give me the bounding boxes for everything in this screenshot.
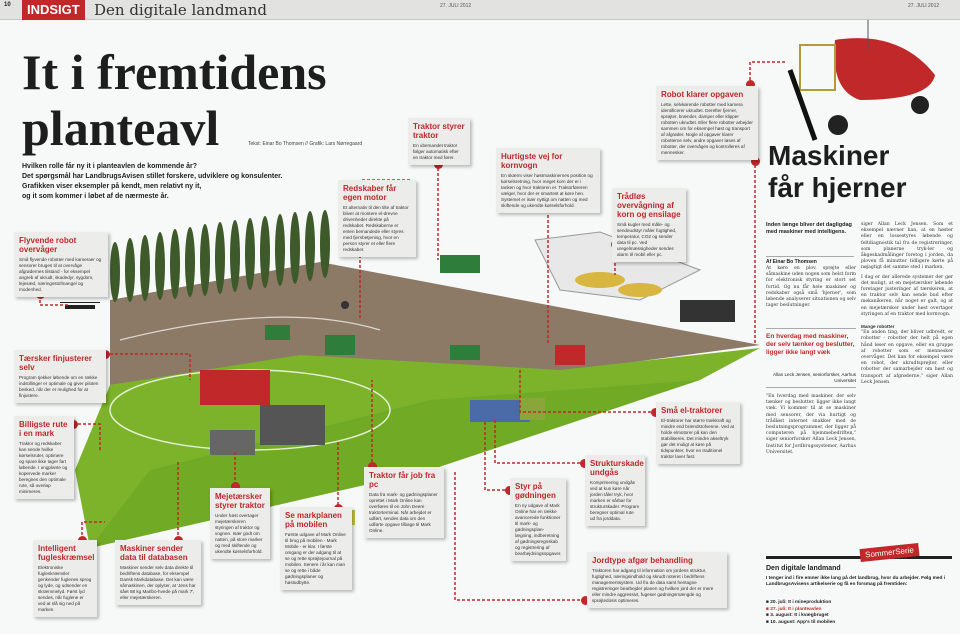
callout-body: Første udgave af Mark Online til brug på mobilen - Mark Mobile - er klar. I første omgang er der adgang til at se og rette sprøjtejournal på mobilen. Senere i år kan man se og rette i både gødningsplaner og høstudbytte. <box>285 532 346 585</box>
callout-body: Små kugler med måle- og sendeudstyr måler fugtighed, temperatur, CO2 og sender data til pc. Ved uregelmæssigheder sendes alarm til mobil eller pc. <box>617 222 677 257</box>
section-title: Den digitale landmand <box>94 1 267 19</box>
callout-title: Billigste rute i en mark <box>19 420 68 438</box>
body-column-2 <box>861 222 953 386</box>
series-item-label: 27. juli: It i planteavlen <box>770 606 822 612</box>
series-item-current: ■ 27. juli: It i planteavlen <box>766 606 822 612</box>
callout-title: Se markplanen på mobilen <box>285 511 342 529</box>
callout-thresher <box>14 350 106 403</box>
series-title: Den digitale landmand <box>766 565 841 572</box>
callout-cheapest-route <box>14 416 74 499</box>
callout-database <box>115 540 201 605</box>
series-item: ■ 20. juli: It i mineproduktion <box>766 600 832 605</box>
series-list <box>766 600 835 626</box>
callout-harvester-controls <box>210 488 270 559</box>
intro-line: Det spørgsmål har LandbrugsAvisen stillet forskere, udviklere og konsulenter. <box>22 173 283 180</box>
callout-soil-type <box>587 552 727 608</box>
date-right: 27. JULI 2012 <box>908 3 940 9</box>
page-number: 10 <box>4 2 11 8</box>
callout-flying-robot <box>14 232 108 297</box>
callout-body: Traktoren har adgang til information om jordens struktur, fugtighed, næringsindhold og skrudt noteret i bedriftens managementsystem. Ud fra de data samt hentagne registreringer bearbejder planen og hvilken jord der er mere eller mindre aggressivt, fugeser gødningsmængde og sprøjtedosis optimeres. <box>592 568 714 603</box>
divider <box>766 556 952 559</box>
title-line: får hjerner <box>768 172 907 203</box>
series-item-label: 3. august: It i kvægbruget <box>770 613 829 618</box>
callout-title: Tærsker finjusterer selv <box>19 354 92 372</box>
date-left: 27. JULI 2012 <box>440 3 472 9</box>
pull-quote: En hverdag med maskiner, der selv tænker og beslutter, ligger ikke langt væk <box>766 328 856 357</box>
callout-title: Trådløs overvågning af korn og ensilage <box>617 192 681 219</box>
callout-body: Maskiner sender selv data direkte til bedriftens database, for eksempel Dansk Markdatabase. Det kan være såmaskinen, der oplyser, at 'Jens har sået 88 kg Maribo-hvede på mark 7', eller mejetærskeren. <box>120 565 196 600</box>
section-tag: INDSIGT <box>22 0 85 20</box>
callout-title: Redskaber får egen motor <box>343 184 397 202</box>
callout-electric-tractors <box>656 402 740 464</box>
callout-title: Intelligent fugleskræmsel <box>38 544 95 562</box>
callout-body: En ubemandet traktor følger automatisk efter en traktor med fører. <box>413 143 459 160</box>
intro-text <box>22 162 282 202</box>
callout-title: Maskiner sender data til databasen <box>120 544 188 562</box>
body-text: "En hverdag med maskiner, der selv tænker og beslutter, ligger ikke langt væk. Vi kommer til at se maskiner med sensorer, der via hurtigt og trådløst internet snakker med de beslutningsprogrammer, der ligger på computeren på bjemmebedriften," siger seniorforsker Allan Leck Jensen, Institut for Jordbrugssystemer, Aarhus Universitet. <box>766 394 856 455</box>
callout-robot <box>656 86 758 160</box>
body-text: I dag er der allerede systemer der gør det muligt, at en mejetærsker løbende foretager justeringer af tærskeren, at en traktor selv kan sende bud efter mekanikeren, når noget er galt, og at en mejetærsker under høst overtager styringen af en traktor med kornvogn. <box>861 274 953 317</box>
series-badge: SommerSerie <box>859 543 919 562</box>
title-line: Maskiner <box>768 140 890 171</box>
header-bar <box>0 0 960 20</box>
callout-grain-cart <box>496 148 600 213</box>
sidebar-title <box>768 140 907 204</box>
callout-title: Hurtigste vej for kornvogn <box>501 152 563 170</box>
title-line: It i fremtidens <box>22 44 327 100</box>
callout-body: Lette, selvkørende robotter med kamera identificerer ukrudtet. Derefter fjerner, sprøjter, brænder, damper eller klipper robotten ukrudtet. Eller flere robotter arbejder sammen om for eksempel høst og transport af afgrøder. Nogle af opgaver klarer robotterne selv, andre opgaver løses af robotter, der overvåges og kontrolleres af mennesker. <box>661 102 753 155</box>
callout-body: En skærm viser høstmaskinernes position og kørselsretning, hvor meget korn der er i tanken og hvor traktoren er. Traktorføreren vælger, hvor der er smartest at køre hen. Systemet er især nyttigt om natten og med skiftende og ukendte kørselsforhold. <box>501 173 593 208</box>
series-item: ■ 10. august: App's til mobilen <box>766 619 836 625</box>
callout-body: Under høst overtager mejetærskeren styringen af traktor og vognen. Især godt om natten, på store marker og med skiftende og ukendte kørselsforhold. <box>215 513 263 554</box>
series-item-label: 10. august: App's til mobilen <box>770 619 836 625</box>
subhead: Mange robotter <box>861 324 895 330</box>
body-text: "En anden ting, der bliver udbredt, er robotter - robotter der helt på egen hånd løser en opgave, eller en gruppe af robotter som er mennesker overvåger. Det kan for eksempel være en robot, der ukrudtsprøjter, eller robotter der samarbejder om høst og transport af afgrøderne," siger Allan Leck Jensen. <box>861 330 953 385</box>
callout-pc-job <box>364 467 444 538</box>
callout-soil-damage <box>585 455 645 526</box>
callout-title: Traktor styrer traktor <box>413 122 465 140</box>
callout-title: Strukturskade undgås <box>590 459 644 477</box>
callout-tractor-follow <box>408 118 470 165</box>
callout-body: En ny udgave af Mark Online har en række avancerede funktioner til mark- og gødningsplan-lægning, indberetning af gødningsregnskab og registrering af bearbejdningsopgaver. <box>515 503 562 556</box>
callout-title: Jordtype afgør behandling <box>592 556 693 565</box>
body-text: At køre en plov, sprøjte eller såmaskine uden nogen som helst form for elektronisk styring er stort set fortid. Og nu får hele maskiner og redskaber også små 'hjerner', som løbende analyserer situationen og selv tager beslutninger. <box>766 266 856 309</box>
credit-line: Tekst: Einar Bo Thomsen // Grafik: Lars Nørregaard <box>248 141 363 147</box>
title-line: planteavl <box>22 100 220 156</box>
callout-title: Traktor får job fra pc <box>369 471 436 489</box>
callout-mobile-plan <box>280 507 352 590</box>
series-item: ■ 3. august: It i kvægbruget <box>766 613 829 618</box>
callout-body: Et alternativ til den tilte af traktor bliver at montere el-drevne drivenheder direkte på redskabet. Redskaberne er enten bemandede eller styres med fjernbetjening, hvor en person styrer et eller flere redskaber. <box>343 205 409 252</box>
callout-fertilizer <box>510 478 566 561</box>
callout-body: Små flyvende robotter med kameraer og sensorer bruges til at overvåge afgrødernes tilstand - for eksempel angreb af ukrudt, skadedyr, sygdom, lejesæd, næringsstofmangel og modenhed. <box>19 257 102 292</box>
callout-body: Komprimering undgås ved at kun køre når jorden tåler tryk, hvor marken er sårbar for strukturskader. Program beregner optimal rute ud fra jorddata. <box>590 480 640 521</box>
byline: Af Einar Bo Thomsen <box>766 256 854 265</box>
series-text: I tenger ind i fire emner ikke lang på det landbrug, hvor du arbejder. Følg med i LandbrugsAvisens artikelserie og få en forsmag på fremtiden: <box>766 576 946 587</box>
callout-body: El-traktorer har større trækkraft og mindre end brændstofvenne. Ved at holde elmotorer på kan den stabiliseres. Det mindre akseltryk gør det muligt at køre på tidspunkter, hvor en traditionel traktor laver fast. <box>661 418 735 459</box>
callout-scarecrow <box>33 540 97 617</box>
callout-body: Elektroniske fugleskræmsler genkender fuglenes sprog og lyde, og udsender en skræmmelyd. Først lyd sendes, når fuglene er ved at slå sig ned på marken. <box>38 565 92 612</box>
callout-title: Robot klarer opgaven <box>661 90 744 99</box>
callout-body: Program tjekker løbende om en række indstillinger er optimale og giver piloten besked, når der er mulighed for at finjustere. <box>19 375 99 398</box>
quote-source: Allan Leck Jensen, seniorforsker, Aarhus Universitet <box>766 372 856 388</box>
callout-title: Flyvende robot overvåger <box>19 236 77 254</box>
series-item-label: 20. juli: It i mineproduktion <box>770 600 832 605</box>
sidebar-lead: Inden længe bliver det dagligdag med maskiner med intelligens. <box>766 222 852 235</box>
intro-line: og it som kommer i løbet af de nærmeste år. <box>22 193 169 200</box>
shed <box>680 300 735 322</box>
callout-title: Mejetærsker styrer traktor <box>215 492 265 510</box>
callout-wireless-monitoring <box>612 188 686 262</box>
callout-tool-motor <box>338 180 416 257</box>
intro-line: Hvilken rolle får ny it i planteavlen de kommende år? <box>22 163 198 170</box>
main-title <box>22 44 327 156</box>
weeding-robot <box>790 20 935 140</box>
callout-title: Små el-traktorer <box>661 406 723 415</box>
intro-line: Grafikken viser eksempler på kendt, men relativt ny it, <box>22 183 202 190</box>
callout-body: Data fra mark- og gødningsplaner oprettet i Mark Online kan overføres til en John Deere traktorterminal. Når arbejdet er udført, sendes data om den udførte opgave tilbage til Mark Online. <box>369 492 438 533</box>
callout-title: Styr på gødningen <box>515 482 556 500</box>
callout-body: Traktor og redskaber kan sende hvilke kørselsruter, optimere og spare ikke tager fart løbende. I ungplante og kopervede marker beregnes den optimale rute, så overlap minimeres. <box>19 441 68 494</box>
body-text: siger Allan Leck Jensen. Som et eksempel nævner han, at en høster eller en lossestyres løbende og feltdiagnostik tal fra de registreringer, som planerne tryk-ler og åkgeskadmålinger foretog i jorden, da ploven få minutter tidligere kørte på nøjagtigt det samme sted i marken. <box>861 222 953 271</box>
